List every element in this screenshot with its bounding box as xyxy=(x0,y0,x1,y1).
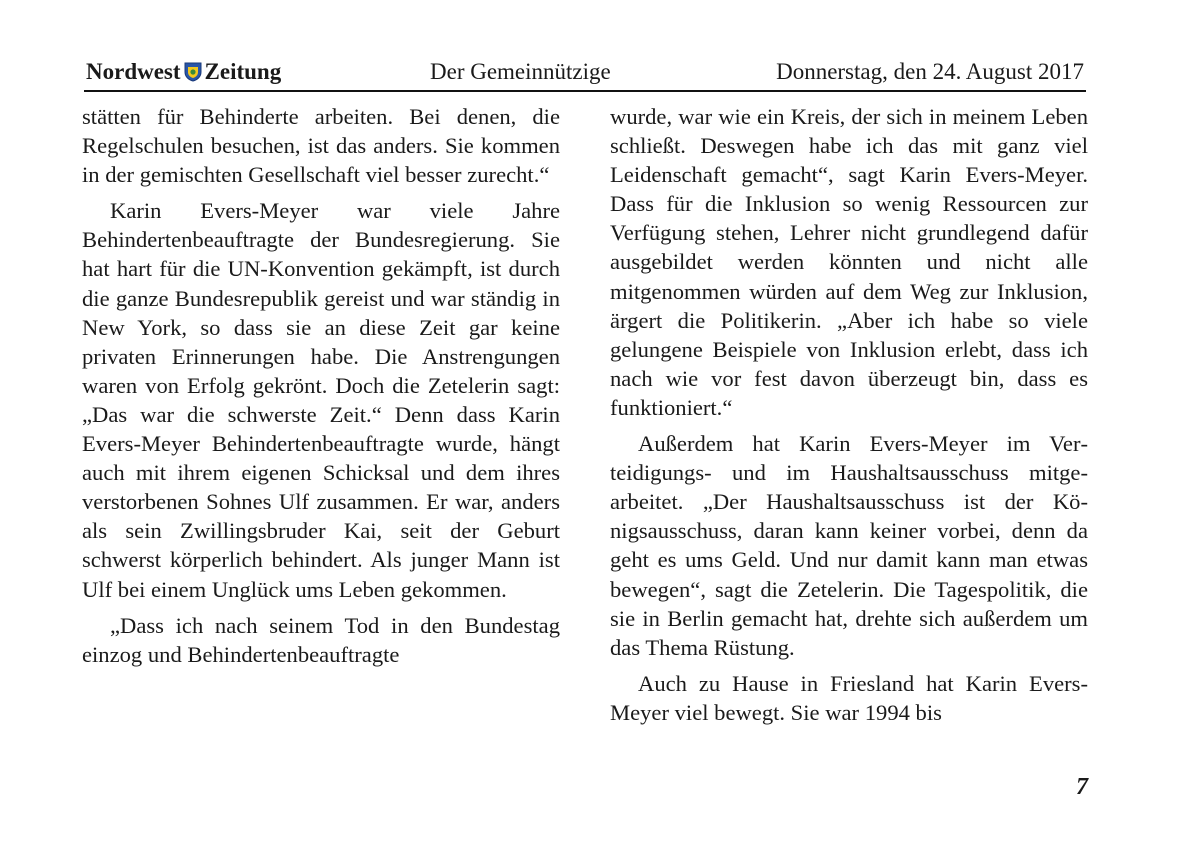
paragraph: Außerdem hat Karin Evers-Meyer im Verteidigungs- und im Haushaltsausschuss mitgearbeitet. „Der Haushaltsausschuss ist der Königsausschuss, daran kann keiner vorbei, denn da geht es ums Geld. Und nur damit kann man etwas bewegen“, sagt die Zetelerin. Die Tagespolitik, die sie in Berlin gemacht hat, drehte sich außerdem um das Thema Rüstung. xyxy=(610,431,1088,660)
brand-right-text: Zeitung xyxy=(204,59,282,84)
paragraph: Karin Evers-Meyer war viele Jahre Behindertenbeauftragte der Bundesregierung. Sie hat hart für die UN-Konvention gekämpft, ist durch die ganze Bundesrepublik gereist und war ständig in New York, so dass sie an diese Zeit gar keine privaten Erinnerungen habe. Die Anstrengungen waren von Erfolg gekrönt. Doch die Zetelerin sagt: „Das war die schwerste Zeit.“ Denn dass Karin Evers-Meyer Behindertenbeauftragte wurde, hängt auch mit ihrem eigenen Schicksal und dem ihres verstorbenen Sohnes Ulf zusammen. Er war, anders als sein Zwillingsbruder Kai, seit der Geburt schwerst körperlich behindert. Als junger Mann ist Ulf bei einem Unglück ums Leben gekommen. xyxy=(82,198,560,602)
brand-left-text: Nordwest xyxy=(86,59,181,84)
page-number: 7 xyxy=(1076,774,1088,800)
paragraph: stätten für Behinderte arbeiten. Bei denen, die Regelschulen besuchen, ist das anders. Sie kommen in der gemischten Gesellschaft viel besser zurecht.“ xyxy=(82,104,560,188)
paragraph: wurde, war wie ein Kreis, der sich in meinem Leben schließt. Deswegen habe ich das mit ganz viel Leidenschaft gemacht“, sagt Karin Evers-Meyer. Dass für die Inklusion so wenig Ressourcen zur Verfügung stehen, Lehrer nicht grundlegend dafür ausgebildet werden könnten und nicht alle mitgenommen würden auf dem Weg zur Inklusion, ärgert die Politikerin. „Aber ich habe so viele gelungene Beispiele von Inklusion erlebt, dass ich nach wie vor fest davon überzeugt bin, dass es funktioniert.“ xyxy=(610,104,1088,420)
page-header xyxy=(84,58,1086,92)
section-title: Der Gemeinnützige xyxy=(430,59,611,84)
paragraph: Auch zu Hause in Friesland hat Karin Evers-Meyer viel bewegt. Sie war 1994 bis xyxy=(610,670,1088,725)
text-column-right xyxy=(610,102,1088,734)
text-column-left xyxy=(82,102,560,676)
paragraph: „Dass ich nach seinem Tod in den Bundestag einzog und Behindertenbeauftragte xyxy=(82,612,560,667)
newspaper-logo xyxy=(86,58,281,89)
coat-of-arms-icon xyxy=(184,61,202,89)
issue-date: Donnerstag, den 24. August 2017 xyxy=(776,59,1084,84)
